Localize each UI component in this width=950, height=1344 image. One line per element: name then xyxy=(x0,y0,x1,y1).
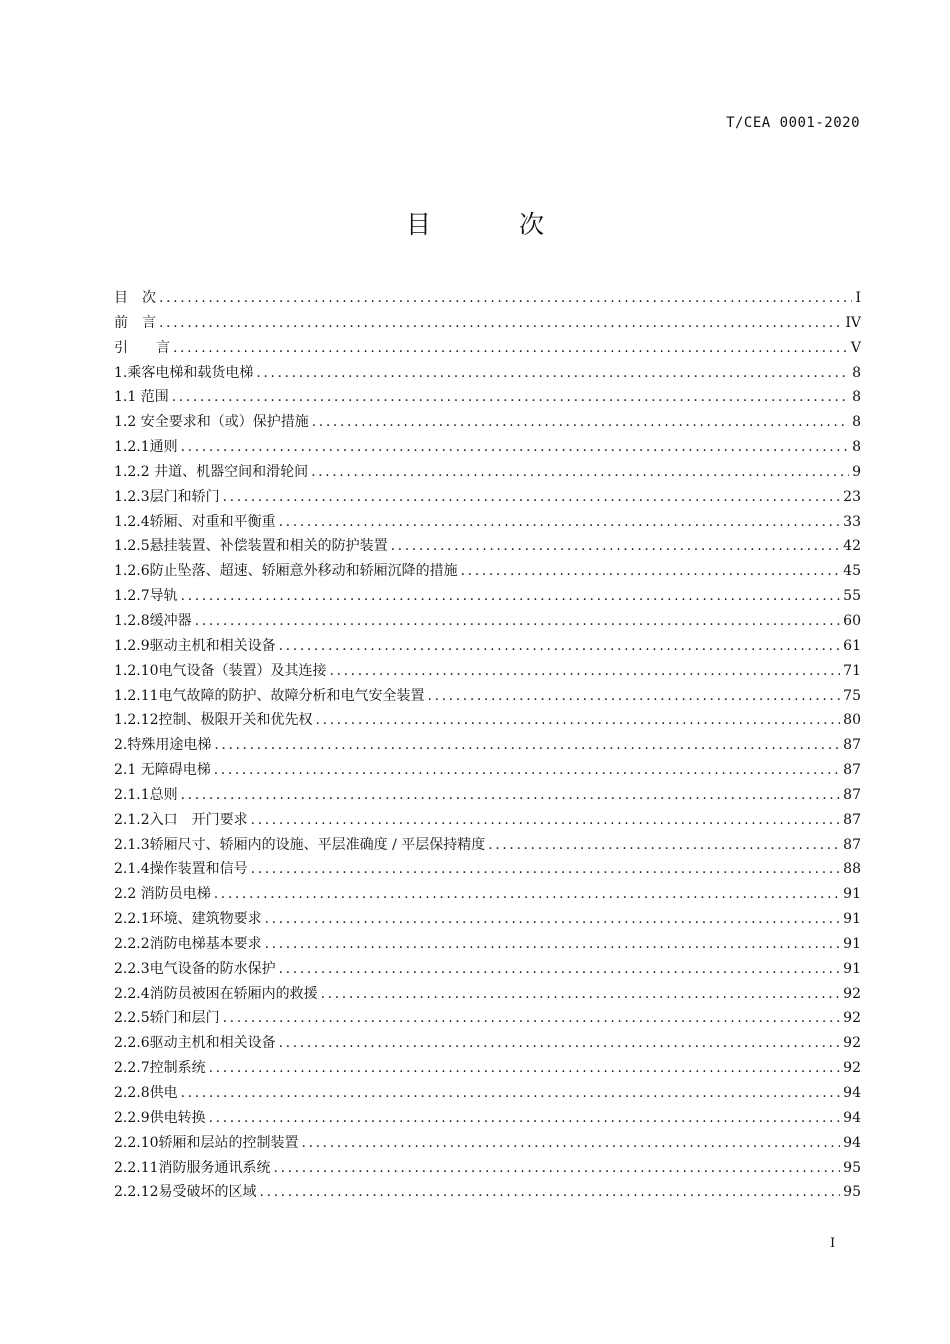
toc-dot-leader xyxy=(181,584,841,609)
toc-entry-label: 1.2.7导轨 xyxy=(114,588,178,605)
toc-dot-leader xyxy=(159,286,852,311)
toc-entry[interactable] xyxy=(114,286,861,311)
toc-entry[interactable] xyxy=(114,808,861,833)
toc-entry-page: 92 xyxy=(843,985,861,1002)
toc-dot-leader xyxy=(428,684,841,709)
toc-entry-label: 1.2.11电气故障的防护、故障分析和电气安全装置 xyxy=(114,687,425,704)
page-number: I xyxy=(830,1236,836,1251)
toc-entry-label: 引 言 xyxy=(114,339,170,356)
toc-dot-leader xyxy=(391,534,841,559)
toc-entry-page: 87 xyxy=(843,811,861,828)
toc-entry-page: 23 xyxy=(843,488,861,505)
toc-entry-page: 95 xyxy=(843,1159,861,1176)
toc-dot-leader xyxy=(172,385,849,410)
toc-entry-label: 2.2.5轿门和层门 xyxy=(114,1010,220,1027)
toc-entry-label: 2.1 无障碍电梯 xyxy=(114,762,211,779)
toc-entry[interactable] xyxy=(114,534,861,559)
toc-dot-leader xyxy=(223,485,841,510)
toc-entry-label: 前 言 xyxy=(114,314,156,331)
toc-entry[interactable] xyxy=(114,311,861,336)
toc-dot-leader xyxy=(181,1081,841,1106)
toc-dot-leader xyxy=(195,609,841,634)
toc-dot-leader xyxy=(251,857,841,882)
toc-dot-leader xyxy=(279,957,841,982)
toc-entry[interactable] xyxy=(114,460,861,485)
toc-entry-label: 1.2.1通则 xyxy=(114,439,178,456)
toc-dot-leader xyxy=(265,932,841,957)
toc-dot-leader xyxy=(214,733,840,758)
toc-dot-leader xyxy=(181,783,841,808)
toc-dot-leader xyxy=(209,1056,841,1081)
toc-entry[interactable] xyxy=(114,684,861,709)
toc-dot-leader xyxy=(223,1006,841,1031)
page-title: 目 次 xyxy=(406,210,584,239)
toc-entry-page: 87 xyxy=(843,786,861,803)
toc-entry-page: 87 xyxy=(843,836,861,853)
toc-entry-label: 2.1.4操作装置和信号 xyxy=(114,861,248,878)
toc-entry-label: 2.2.11消防服务通讯系统 xyxy=(114,1159,271,1176)
toc-entry-label: 2.特殊用途电梯 xyxy=(114,737,212,754)
toc-dot-leader xyxy=(214,882,840,907)
toc-entry[interactable] xyxy=(114,1106,861,1131)
toc-dot-leader xyxy=(279,634,841,659)
toc-entry-page: 8 xyxy=(852,389,861,406)
toc-dot-leader xyxy=(279,1031,841,1056)
toc-entry[interactable] xyxy=(114,609,861,634)
toc-dot-leader xyxy=(260,1180,841,1205)
toc-entry[interactable] xyxy=(114,982,861,1007)
toc-entry-page: 87 xyxy=(843,762,861,779)
toc-entry[interactable] xyxy=(114,1180,861,1205)
toc-dot-leader xyxy=(274,1156,841,1181)
toc-entry[interactable] xyxy=(114,336,861,361)
toc-dot-leader xyxy=(256,361,849,386)
toc-entry[interactable] xyxy=(114,907,861,932)
toc-entry-label: 2.2.12易受破坏的区域 xyxy=(114,1184,257,1201)
toc-entry-page: 94 xyxy=(843,1085,861,1101)
toc-dot-leader xyxy=(209,1106,841,1131)
toc-entry-label: 1.2 安全要求和（或）保护措施 xyxy=(114,414,309,431)
toc-entry[interactable] xyxy=(114,857,861,882)
toc-entry-label: 1.2.9驱动主机和相关设备 xyxy=(114,637,276,654)
toc-entry[interactable] xyxy=(114,410,861,435)
toc-dot-leader xyxy=(312,410,849,435)
toc-entry-page: 8 xyxy=(852,414,861,431)
document-code: T/CEA 0001-2020 xyxy=(726,115,860,131)
toc-entry-page: 91 xyxy=(843,960,861,977)
toc-entry-page: 92 xyxy=(843,1060,861,1077)
toc-entry[interactable] xyxy=(114,733,861,758)
toc-entry-page: 92 xyxy=(843,1035,861,1052)
toc-entry-label: 1.2.3层门和轿门 xyxy=(114,488,220,505)
toc-entry-page: 92 xyxy=(843,1010,861,1027)
toc-dot-leader xyxy=(214,758,840,783)
toc-entry-label: 2.2.10轿厢和层站的控制装置 xyxy=(114,1134,299,1151)
toc-entry[interactable] xyxy=(114,882,861,907)
toc-entry[interactable] xyxy=(114,584,861,609)
toc-entry[interactable] xyxy=(114,435,861,460)
toc-entry-page: 42 xyxy=(843,538,861,555)
toc-entry-label: 2.1.2入口 开门要求 xyxy=(114,811,248,828)
toc-entry-label: 1.2.6防止坠落、超速、轿厢意外移动和轿厢沉降的措施 xyxy=(114,563,458,580)
toc-entry-page: 95 xyxy=(843,1184,861,1201)
toc-entry[interactable] xyxy=(114,659,861,684)
toc-entry-label: 2.1.3轿厢尺寸、轿厢内的设施、平层准确度 / 平层保持精度 xyxy=(114,836,486,853)
toc-entry[interactable] xyxy=(114,1006,861,1031)
toc-entry-page: 9 xyxy=(852,463,861,480)
toc-dot-leader xyxy=(279,510,841,535)
toc-entry[interactable] xyxy=(114,1056,861,1081)
toc-dot-leader xyxy=(316,708,841,733)
toc-entry[interactable] xyxy=(114,1156,861,1181)
toc-entry[interactable] xyxy=(114,783,861,808)
toc-entry[interactable] xyxy=(114,957,861,982)
toc-dot-leader xyxy=(321,982,841,1007)
toc-entry[interactable] xyxy=(114,1131,861,1156)
toc-entry-page: 87 xyxy=(843,737,861,754)
toc-entry-label: 1.1 范围 xyxy=(114,389,169,406)
toc-entry-page: V xyxy=(850,339,861,356)
toc-entry-page: 91 xyxy=(843,911,861,928)
toc-entry-label: 2.2.9供电转换 xyxy=(114,1109,206,1126)
toc-entry-page: 8 xyxy=(852,439,861,456)
toc-entry-page: 88 xyxy=(843,861,861,878)
toc-entry-page: 55 xyxy=(843,588,861,605)
toc-entry-label: 2.1.1总则 xyxy=(114,786,178,803)
toc-entry-label: 1.2.8缓冲器 xyxy=(114,612,192,629)
toc-entry[interactable] xyxy=(114,833,861,858)
toc-entry[interactable] xyxy=(114,708,861,733)
toc-entry[interactable] xyxy=(114,385,861,410)
toc-entry-label: 2.2.2消防电梯基本要求 xyxy=(114,935,262,952)
toc-entry-page: 33 xyxy=(843,513,861,530)
toc-entry-label: 2.2.1环境、建筑物要求 xyxy=(114,911,262,928)
toc-entry-label: 1.2.2 井道、机器空间和滑轮间 xyxy=(114,463,309,480)
toc-entry-page: 8 xyxy=(852,364,861,381)
toc-entry-page: 91 xyxy=(843,935,861,952)
toc-entry-label: 2.2.6驱动主机和相关设备 xyxy=(114,1035,276,1052)
toc-entry-label: 1.2.12控制、极限开关和优先权 xyxy=(114,712,313,729)
toc-entry[interactable] xyxy=(114,1031,861,1056)
table-of-contents xyxy=(114,286,861,1205)
toc-dot-leader xyxy=(173,336,848,361)
toc-entry[interactable] xyxy=(114,932,861,957)
toc-entry-page: 94 xyxy=(843,1109,861,1126)
toc-entry-page: 91 xyxy=(843,886,861,903)
toc-entry-label: 1.2.10电气设备（装置）及其连接 xyxy=(114,662,327,679)
toc-dot-leader xyxy=(181,435,849,460)
toc-dot-leader xyxy=(265,907,841,932)
toc-entry[interactable] xyxy=(114,485,861,510)
toc-dot-leader xyxy=(159,311,842,336)
toc-entry-page: I xyxy=(855,290,861,306)
toc-entry-page: 71 xyxy=(843,662,861,679)
toc-dot-leader xyxy=(461,559,841,584)
toc-entry-page: IV xyxy=(845,314,861,331)
toc-entry-label: 2.2.7控制系统 xyxy=(114,1060,206,1077)
toc-dot-leader xyxy=(488,833,840,858)
toc-entry-label: 1.2.5悬挂装置、补偿装置和相关的防护装置 xyxy=(114,538,388,555)
toc-entry[interactable] xyxy=(114,758,861,783)
toc-dot-leader xyxy=(302,1131,841,1156)
toc-entry-page: 60 xyxy=(843,612,861,629)
toc-entry-label: 2.2.3电气设备的防水保护 xyxy=(114,960,276,977)
toc-dot-leader xyxy=(251,808,841,833)
toc-entry[interactable] xyxy=(114,634,861,659)
toc-entry-page: 80 xyxy=(843,712,861,729)
toc-entry-label: 1.乘客电梯和载货电梯 xyxy=(114,364,254,381)
toc-entry-page: 94 xyxy=(843,1134,861,1151)
toc-entry-label: 2.2.4消防员被困在轿厢内的救援 xyxy=(114,985,318,1002)
toc-entry-label: 2.2 消防员电梯 xyxy=(114,886,211,903)
toc-entry[interactable] xyxy=(114,559,861,584)
toc-entry-label: 目 次 xyxy=(114,290,156,306)
toc-entry-label: 2.2.8供电 xyxy=(114,1085,178,1101)
toc-entry-page: 61 xyxy=(843,637,861,654)
toc-dot-leader xyxy=(311,460,849,485)
toc-entry[interactable] xyxy=(114,1081,861,1106)
toc-entry[interactable] xyxy=(114,361,861,386)
toc-entry-page: 75 xyxy=(843,687,861,704)
toc-dot-leader xyxy=(330,659,841,684)
toc-entry-page: 45 xyxy=(843,563,861,580)
toc-entry-label: 1.2.4轿厢、对重和平衡重 xyxy=(114,513,276,530)
toc-entry[interactable] xyxy=(114,510,861,535)
